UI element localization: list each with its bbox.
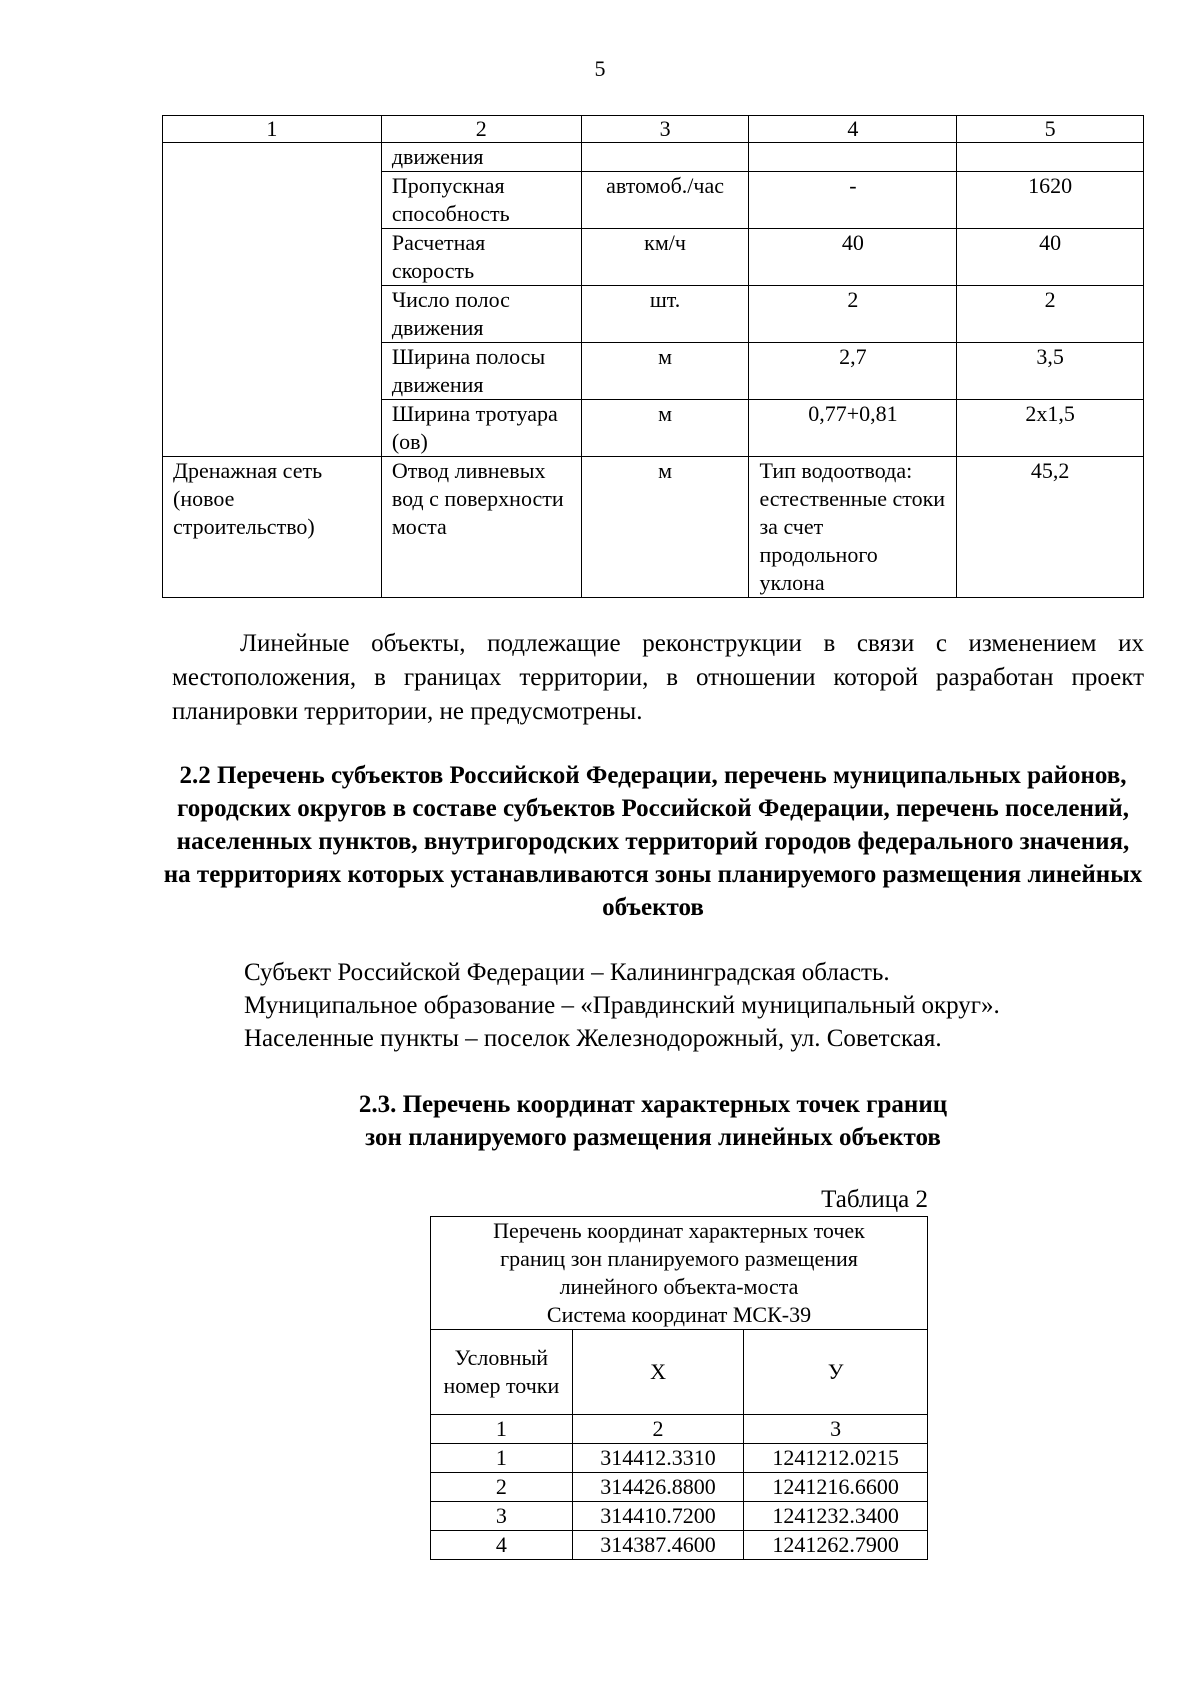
table-title-line: Перечень координат характерных точек bbox=[493, 1218, 865, 1243]
design-cell: 45,2 bbox=[957, 457, 1144, 598]
x-cell: 314426.8800 bbox=[572, 1473, 744, 1502]
y-header: У bbox=[744, 1330, 928, 1415]
existing-cell: 2 bbox=[749, 286, 957, 343]
existing-cell: - bbox=[749, 172, 957, 229]
table-header-row bbox=[163, 116, 1144, 143]
point-number-cell: 2 bbox=[431, 1473, 573, 1502]
y-cell: 1241262.7900 bbox=[744, 1531, 928, 1560]
unit-cell: км/ч bbox=[581, 229, 749, 286]
page-number: 5 bbox=[594, 56, 606, 81]
table-row bbox=[431, 1531, 928, 1560]
design-cell: 2х1,5 bbox=[957, 400, 1144, 457]
existing-cell: Тип водоотвода: естественные стоки за счет продольного уклона bbox=[749, 457, 957, 598]
x-header: Х bbox=[572, 1330, 744, 1415]
unit-cell: м bbox=[581, 343, 749, 400]
section-heading-2-2: 2.2 Перечень субъектов Российской Федерации, перечень муниципальных районов, городских округов в составе субъектов Российской Федерации, перечень поселений, населенных пунктов, внутригородских территорий городов федерального значения, на территориях которых устанавливаются зоны планируемого размещения линейных объектов bbox=[163, 762, 1143, 921]
parameters-table bbox=[162, 115, 1144, 598]
coordinates-table bbox=[430, 1216, 928, 1560]
object-cell-empty bbox=[163, 143, 382, 457]
header-cell: 5 bbox=[957, 116, 1144, 143]
header-cell: 4 bbox=[749, 116, 957, 143]
design-cell bbox=[957, 143, 1144, 172]
table-title-line: границ зон планируемого размещения bbox=[500, 1246, 858, 1271]
object-cell: Дренажная сеть (новое строительство) bbox=[163, 457, 382, 598]
param-cell: Число полос движения bbox=[381, 286, 581, 343]
param-cell: Пропускная способность bbox=[381, 172, 581, 229]
subjects-list bbox=[244, 956, 1144, 1055]
table-title-row bbox=[431, 1217, 928, 1330]
unit-cell bbox=[581, 143, 749, 172]
param-cell: Ширина полосы движения bbox=[381, 343, 581, 400]
numbering-cell: 1 bbox=[431, 1415, 573, 1444]
unit-cell: м bbox=[581, 400, 749, 457]
table-header-row bbox=[431, 1330, 928, 1415]
y-cell: 1241232.3400 bbox=[744, 1502, 928, 1531]
header-cell: 3 bbox=[581, 116, 749, 143]
existing-cell bbox=[749, 143, 957, 172]
numbering-cell: 3 bbox=[744, 1415, 928, 1444]
x-cell: 314387.4600 bbox=[572, 1531, 744, 1560]
numbering-cell: 2 bbox=[572, 1415, 744, 1444]
table-row bbox=[163, 457, 1144, 598]
point-number-cell: 4 bbox=[431, 1531, 573, 1560]
existing-cell: 2,7 bbox=[749, 343, 957, 400]
design-cell: 1620 bbox=[957, 172, 1144, 229]
table-row bbox=[431, 1444, 928, 1473]
design-cell: 3,5 bbox=[957, 343, 1144, 400]
header-cell: 2 bbox=[381, 116, 581, 143]
table-title-line: линейного объекта-моста bbox=[559, 1274, 799, 1299]
x-cell: 314412.3310 bbox=[572, 1444, 744, 1473]
table-row bbox=[163, 143, 1144, 172]
municipality-line: Муниципальное образование – «Правдинский муниципальный округ». bbox=[244, 992, 1000, 1019]
table-row bbox=[431, 1473, 928, 1502]
point-header: Условный номер точки bbox=[431, 1330, 573, 1415]
y-cell: 1241216.6600 bbox=[744, 1473, 928, 1502]
unit-cell: автомоб./час bbox=[581, 172, 749, 229]
param-cell: Отвод ливневых вод с поверхности моста bbox=[381, 457, 581, 598]
x-cell: 314410.7200 bbox=[572, 1502, 744, 1531]
param-cell: Расчетная скорость bbox=[381, 229, 581, 286]
existing-cell: 40 bbox=[749, 229, 957, 286]
param-cell: движения bbox=[381, 143, 581, 172]
param-cell: Ширина тротуара (ов) bbox=[381, 400, 581, 457]
point-number-cell: 1 bbox=[431, 1444, 573, 1473]
unit-cell: шт. bbox=[581, 286, 749, 343]
table-title-line: Система координат МСК-39 bbox=[546, 1302, 812, 1327]
design-cell: 40 bbox=[957, 229, 1144, 286]
point-number-cell: 3 bbox=[431, 1502, 573, 1531]
reconstruction-paragraph-text: Линейные объекты, подлежащие реконструкции в связи с изменением их местоположения, в границах территории, в отношении которой разработан проект планировки территории, не предусмотрены. bbox=[172, 630, 1144, 725]
section-heading-2-3 bbox=[162, 1088, 1144, 1154]
table-row bbox=[431, 1502, 928, 1531]
reconstruction-paragraph bbox=[172, 627, 1144, 729]
design-cell: 2 bbox=[957, 286, 1144, 343]
settlements-line: Населенные пункты – поселок Железнодорожный, ул. Советская. bbox=[244, 1025, 942, 1052]
table-caption: Таблица 2 bbox=[821, 1186, 928, 1213]
table-title-cell bbox=[431, 1217, 928, 1330]
subject-line: Субъект Российской Федерации – Калининградская область. bbox=[244, 959, 890, 986]
existing-cell: 0,77+0,81 bbox=[749, 400, 957, 457]
section-heading-2-3-line: зон планируемого размещения линейных объектов bbox=[365, 1124, 941, 1151]
column-numbering-row bbox=[431, 1415, 928, 1444]
unit-cell: м bbox=[581, 457, 749, 598]
section-heading-2-3-line: 2.3. Перечень координат характерных точек границ bbox=[358, 1091, 948, 1118]
y-cell: 1241212.0215 bbox=[744, 1444, 928, 1473]
header-cell: 1 bbox=[163, 116, 382, 143]
